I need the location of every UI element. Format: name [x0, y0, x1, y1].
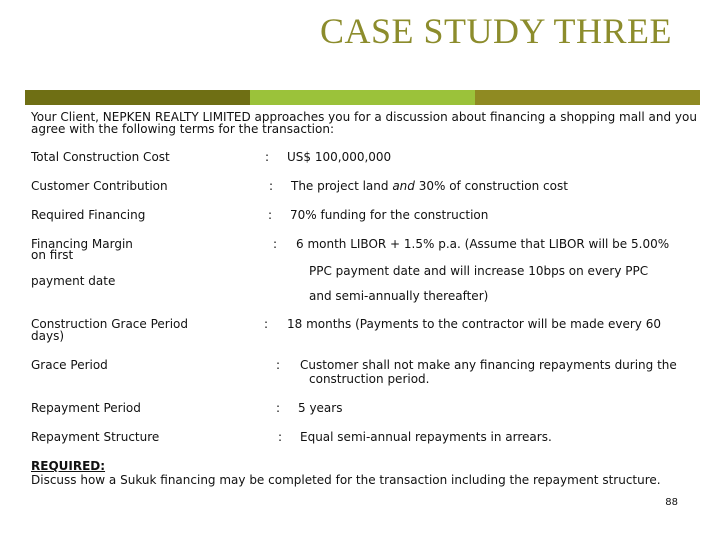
construction-grace-value: 18 months (Payments to the contractor will be made every 60 — [287, 317, 661, 331]
grace-period-value-cont: construction period. — [309, 372, 430, 386]
construction-cost-value: US$ 100,000,000 — [287, 150, 392, 164]
repayment-structure-label: Repayment Structure — [31, 430, 160, 444]
customer-contribution-label: Customer Contribution — [31, 179, 168, 193]
grace-period-value: Customer shall not make any financing repayments during the — [300, 358, 677, 372]
repayment-period-separator: : — [276, 401, 281, 415]
header-bar-dark — [25, 90, 250, 105]
intro-paragraph: Your Client, NEPKEN REALTY LIMITED approaches you for a discussion about financing a shopping mall and you agree with the following terms for the transaction: — [31, 110, 697, 136]
required-heading: REQUIRED: — [31, 459, 106, 473]
financing-margin-label-cont: on first — [31, 248, 74, 262]
grace-period-separator: : — [276, 358, 281, 372]
repayment-structure-separator: : — [278, 430, 283, 444]
construction-cost-separator: : — [265, 150, 270, 164]
page-number: 88 — [665, 497, 678, 508]
construction-cost-label: Total Construction Cost — [31, 150, 170, 164]
required-financing-separator: : — [268, 208, 273, 222]
financing-margin-value: 6 month LIBOR + 1.5% p.a. (Assume that LIBOR will be 5.00% — [296, 237, 670, 251]
required-financing-value: 70% funding for the construction — [290, 208, 489, 222]
financing-margin-separator: : — [273, 237, 278, 251]
header-bar-green — [250, 90, 475, 105]
construction-grace-separator: : — [264, 317, 269, 331]
repayment-structure-value: Equal semi-annual repayments in arrears. — [300, 430, 552, 444]
required-text: Discuss how a Sukuk financing may be completed for the transaction including the repayment structure. — [31, 473, 661, 487]
financing-margin-value-end: and semi-annually thereafter) — [309, 289, 489, 303]
financing-margin-label: Financing Margin — [31, 237, 133, 251]
financing-margin-value-cont: PPC payment date and will increase 10bps on every PPC — [309, 264, 649, 278]
construction-grace-label-cont: days) — [31, 329, 65, 343]
financing-margin-label-end: payment date — [31, 274, 116, 288]
repayment-period-value: 5 years — [298, 401, 343, 415]
slide-title: CASE STUDY THREE — [319, 11, 672, 51]
grace-period-label: Grace Period — [31, 358, 108, 372]
header-bar-olive — [475, 90, 700, 105]
customer-contribution-value: The project land and 30% of construction cost — [291, 179, 568, 193]
required-financing-label: Required Financing — [31, 208, 146, 222]
construction-grace-label: Construction Grace Period — [31, 317, 189, 331]
repayment-period-label: Repayment Period — [31, 401, 141, 415]
customer-contribution-separator: : — [269, 179, 274, 193]
